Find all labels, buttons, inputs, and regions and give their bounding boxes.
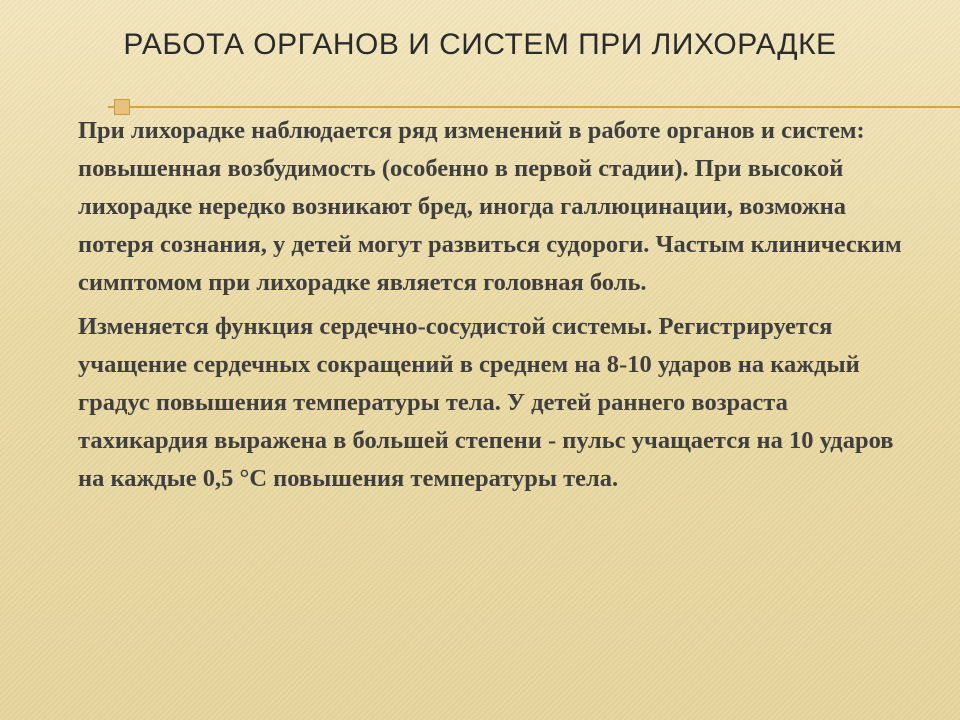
slide-body [78,112,918,504]
paragraph-cardiovascular: Изменяется функция сердечно-сосудистой системы. Регистрируется учащение сердечных сокращений в среднем на 8-10 ударов на каждый градус повышения температуры тела. У детей раннего возраста тахикардия выражена в большей степени - пульс учащается на 10 ударов на каждые 0,5 °С повышения температуры тела. [78,313,894,492]
slide-title: РАБОТА ОРГАНОВ И СИСТЕМ ПРИ ЛИХОРАДКЕ [123,28,837,61]
title-divider [108,106,960,108]
paragraph-fever-organs: При лихорадке наблюдается ряд изменений в работе органов и систем: повышенная возбудимость (особенно в первой стадии). При высокой лихорадке нередко возникают бред, иногда галлюцинации, возможна потеря сознания, у детей могут развиться судороги. Частым клиническим симптомом при лихорадке является головная боль. [78,117,902,296]
